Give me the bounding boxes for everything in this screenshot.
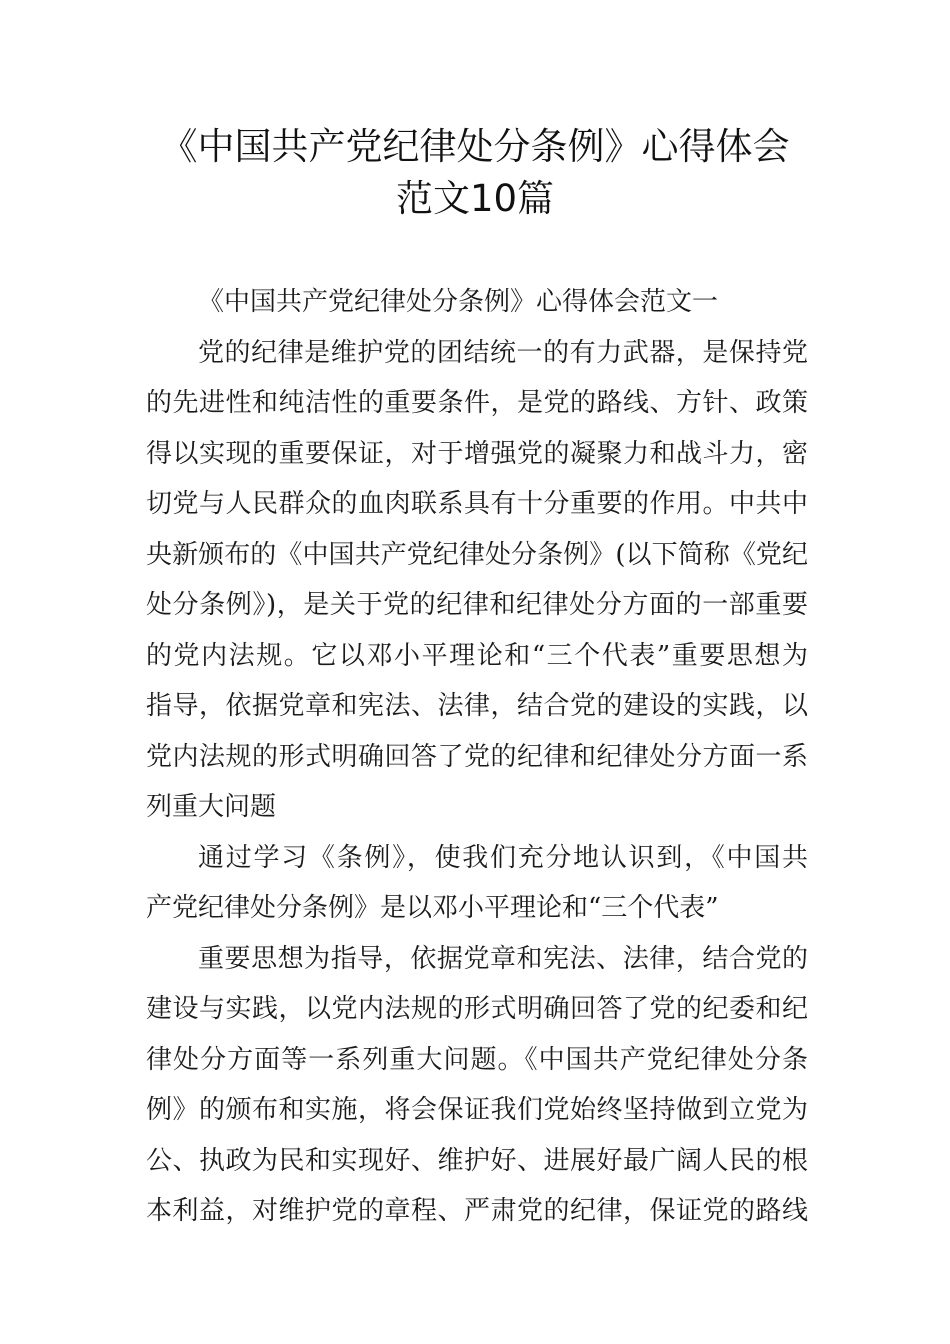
paragraph-line: 本利益，对维护党的章程、严肃党的纪律，保证党的路线 [146, 1196, 808, 1226]
paragraph-line: 重要思想为指导，依据党章和宪法、法律，结合党的 [198, 943, 808, 974]
paragraph-line: 通过学习《条例》，使我们充分地认识到，《中国共 [198, 842, 808, 873]
paragraph-2 [146, 833, 808, 934]
document-body [146, 277, 808, 1237]
document-title-line-2: 范文10篇 [395, 177, 555, 220]
paragraph-line: 指导，依据党章和宪法、法律，结合党的建设的实践，以 [146, 691, 808, 721]
paragraph-line: 产党纪律处分条例》是以邓小平理论和“三个代表” [146, 893, 719, 923]
document-title [120, 121, 830, 225]
paragraph-line: 公、执政为民和实现好、维护好、进展好最广阔人民的根 [146, 1145, 808, 1176]
paragraph-3 [146, 934, 808, 1237]
paragraph-line: 切党与人民群众的血肉联系具有十分重要的作用。中共中 [146, 489, 808, 519]
document-title-line-1: 《中国共产党纪律处分条例》心得体会 [160, 125, 790, 168]
paragraph-line: 例》的颁布和实施，将会保证我们党始终坚持做到立党为 [146, 1095, 808, 1125]
paragraph-1 [146, 328, 808, 833]
paragraph-line: 得以实现的重要保证，对于增强党的凝聚力和战斗力，密 [146, 438, 808, 469]
paragraph-line: 党内法规的形式明确回答了党的纪律和纪律处分方面一系 [146, 741, 808, 772]
paragraph-line: 党的纪律是维护党的团结统一的有力武器，是保持党 [198, 337, 808, 368]
paragraph-line: 建设与实践，以党内法规的形式明确回答了党的纪委和纪 [146, 994, 808, 1024]
paragraph-line: 的先进性和纯洁性的重要条件，是党的路线、方针、政策 [146, 388, 808, 418]
paragraph-line: 处分条例》)，是关于党的纪律和纪律处分方面的一部重要 [146, 590, 808, 620]
paragraph-line: 列重大问题 [146, 792, 277, 822]
paragraph-line: 律处分方面等一系列重大问题。《中国共产党纪律处分条 [146, 1044, 808, 1075]
paragraph-line: 央新颁布的《中国共产党纪律处分条例》(以下简称《党纪 [146, 539, 808, 570]
section-heading: 《中国共产党纪律处分条例》心得体会范文一 [198, 287, 719, 317]
paragraph-line: 的党内法规。它以邓小平理论和“三个代表”重要思想为 [146, 640, 808, 671]
